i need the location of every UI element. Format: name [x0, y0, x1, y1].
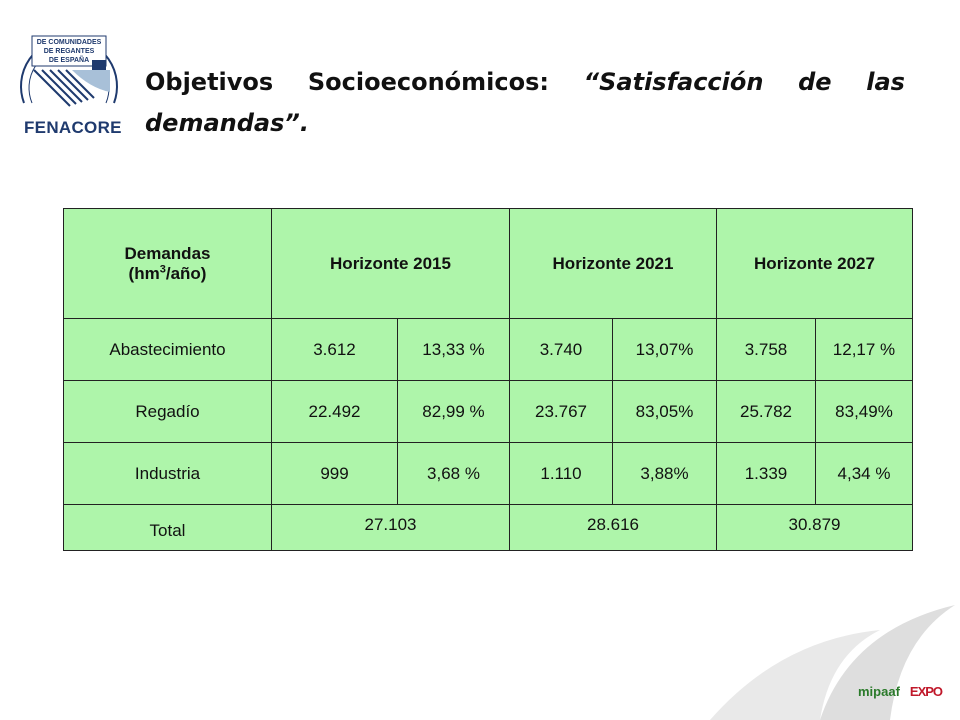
- cell-percent: 13,07%: [613, 319, 717, 381]
- cell-value: 999: [272, 443, 398, 505]
- demand-table: [63, 208, 913, 551]
- fenacore-logo: [10, 8, 128, 138]
- cell-value: 25.782: [717, 381, 816, 443]
- title-word: “Satisfacción: [583, 68, 764, 96]
- logo-line-1: DE COMUNIDADES: [36, 39, 102, 46]
- cell-percent: 3,88%: [613, 443, 717, 505]
- header-2027: Horizonte 2027: [717, 209, 913, 319]
- logo-line-3: DE ESPAÑA: [48, 57, 90, 64]
- table-header-row: [64, 209, 913, 319]
- row-label: Abastecimiento: [64, 319, 272, 381]
- table-row: [64, 319, 913, 381]
- cell-percent: 4,34 %: [816, 443, 913, 505]
- decorative-swoosh: [700, 600, 960, 720]
- cell-value: 1.110: [510, 443, 613, 505]
- total-2015: 27.103: [272, 505, 510, 551]
- cell-value: 3.758: [717, 319, 816, 381]
- expo-logo: EXPO: [909, 684, 943, 699]
- header-demandas: [64, 209, 272, 319]
- page-title: [145, 62, 905, 144]
- table-total-row: [64, 505, 913, 551]
- cell-percent: 83,05%: [613, 381, 717, 443]
- title-word: las: [866, 68, 905, 96]
- logo-line-2: DE REGANTES: [43, 48, 95, 55]
- cell-percent: 83,49%: [816, 381, 913, 443]
- total-label: Total: [64, 505, 272, 551]
- footer-logos: [858, 684, 942, 699]
- cell-percent: 13,33 %: [398, 319, 510, 381]
- cell-percent: 3,68 %: [398, 443, 510, 505]
- title-word: Objetivos: [145, 68, 274, 96]
- header-2021: Horizonte 2021: [510, 209, 717, 319]
- cell-value: 1.339: [717, 443, 816, 505]
- cell-value: 3.740: [510, 319, 613, 381]
- logo-name: FENACORE: [24, 118, 122, 137]
- cell-value: 3.612: [272, 319, 398, 381]
- header-demandas-label: Demandas: [124, 243, 211, 263]
- table-row: [64, 443, 913, 505]
- title-line-2: demandas”.: [145, 109, 309, 137]
- cell-percent: 12,17 %: [816, 319, 913, 381]
- total-2027: 30.879: [717, 505, 913, 551]
- fenacore-emblem-icon: [10, 8, 128, 118]
- table-row: [64, 381, 913, 443]
- header-demandas-unit: $(hm^3/año)$: [128, 262, 207, 283]
- title-word: de: [798, 68, 832, 96]
- mipaaf-logo: mipaaf: [858, 684, 900, 699]
- header-2015: Horizonte 2015: [272, 209, 510, 319]
- cell-value: 22.492: [272, 381, 398, 443]
- cell-percent: 82,99 %: [398, 381, 510, 443]
- cell-value: 23.767: [510, 381, 613, 443]
- total-2021: 28.616: [510, 505, 717, 551]
- row-label: Regadío: [64, 381, 272, 443]
- row-label: Industria: [64, 443, 272, 505]
- title-word: Socioeconómicos:: [307, 68, 549, 96]
